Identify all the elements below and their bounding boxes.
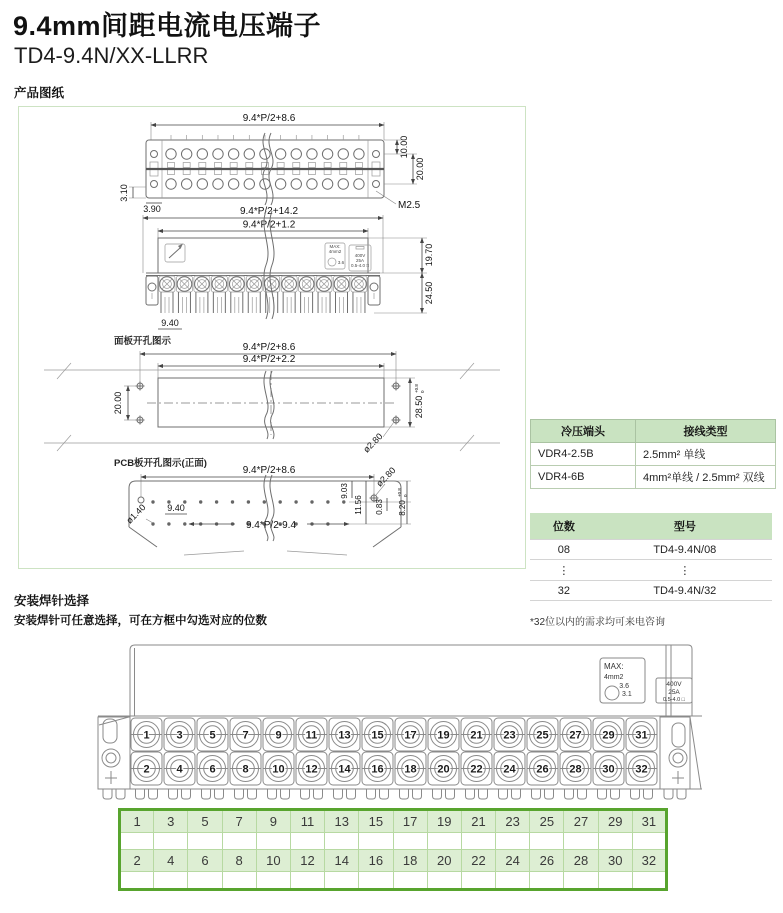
terminal-number: 27 <box>569 729 582 742</box>
tolerance-label: +0.8 <box>414 384 419 393</box>
grid-number-cell: 28 <box>564 850 598 872</box>
terminal-screw <box>494 718 525 751</box>
terminal-screw <box>362 752 393 785</box>
model-table <box>530 513 772 601</box>
terminal-screw <box>263 718 294 751</box>
terminal-screw <box>527 718 558 751</box>
grid-number-cell: 10 <box>256 850 290 872</box>
table-cell: TD4-9.4N/08 <box>598 540 772 560</box>
pin-select-checkbox[interactable] <box>188 833 222 850</box>
drawing-pcb-holes <box>114 457 411 555</box>
terminal-screw <box>197 752 228 785</box>
pin-select-checkbox[interactable] <box>496 833 530 850</box>
table-cell: 2.5mm² 单线 <box>636 443 776 466</box>
terminal-screw <box>164 718 195 751</box>
grid-number-cell: 3 <box>154 810 188 833</box>
terminal-number: 11 <box>305 729 318 742</box>
pin-selection-description: 安装焊针可任意选择，可在方框中勾选对应的位数 <box>14 615 267 627</box>
footnote: *32位以内的需求均可来电咨询 <box>530 617 666 628</box>
terminal-number: 2 <box>143 763 150 776</box>
grid-number-cell: 19 <box>427 810 461 833</box>
terminal-number: 13 <box>338 729 351 742</box>
mini-max-label: 4mm2 <box>328 249 342 254</box>
dim-label: 19.70 <box>424 243 434 267</box>
hole-dim-label: ø2.80 <box>374 465 398 489</box>
pin-select-checkbox[interactable] <box>461 872 495 890</box>
column-header: 型号 <box>598 513 772 540</box>
rating-voltage: 400V <box>666 681 682 688</box>
grid-number-cell: 31 <box>632 810 666 833</box>
grid-number-cell: 1 <box>120 810 154 833</box>
terminal-number: 15 <box>371 729 384 742</box>
table-cell: 4mm²单线 / 2.5mm² 双线 <box>636 466 776 489</box>
grid-number-cell: 11 <box>290 810 324 833</box>
terminal-screw <box>428 752 459 785</box>
dim-label: 9.40 <box>161 318 179 328</box>
mini-rating-label: 400V <box>354 253 366 258</box>
screw-size-label: M2.5 <box>398 200 421 211</box>
terminal-number: 29 <box>602 729 615 742</box>
grid-number-cell: 2 <box>120 850 154 872</box>
terminal-screw <box>164 752 195 785</box>
terminal-screw <box>296 752 327 785</box>
pin-select-checkbox[interactable] <box>496 872 530 890</box>
pin-select-checkbox[interactable] <box>632 833 666 850</box>
grid-number-cell: 9 <box>256 810 290 833</box>
terminal-number: 30 <box>602 763 615 776</box>
dim-label: 9.4*P/2+8.6 <box>242 113 296 124</box>
terminal-number: 18 <box>404 763 417 776</box>
grid-number-cell: 30 <box>598 850 632 872</box>
table-cell: 08 <box>530 540 598 560</box>
terminal-number: 10 <box>272 763 285 776</box>
terminal-number: 14 <box>338 763 351 776</box>
terminal-screw <box>329 718 360 751</box>
terminal-number: 28 <box>569 763 582 776</box>
pin-select-checkbox[interactable] <box>564 833 598 850</box>
terminal-screw <box>362 718 393 751</box>
pin-select-checkbox[interactable] <box>632 872 666 890</box>
pin-select-checkbox[interactable] <box>598 833 632 850</box>
dim-label: 10.00 <box>399 135 409 159</box>
table-row <box>530 540 772 560</box>
pin-select-checkbox[interactable] <box>530 833 564 850</box>
dim-label: 3.10 <box>119 184 129 202</box>
pin-select-checkbox[interactable] <box>325 872 359 890</box>
pin-select-checkbox[interactable] <box>359 833 393 850</box>
max-label-wire: 4mm2 <box>604 674 624 681</box>
terminal-screw <box>428 718 459 751</box>
hole-dim-label: ø1.40 <box>124 502 148 526</box>
drawing-top-view <box>119 113 425 214</box>
tolerance-label: 0 <box>420 390 425 393</box>
pin-select-checkbox[interactable] <box>393 872 427 890</box>
terminal-screw <box>461 752 492 785</box>
pin-selection-grid <box>118 808 668 891</box>
grid-number-cell: 32 <box>632 850 666 872</box>
grid-number-cell: 6 <box>188 850 222 872</box>
terminal-screw <box>626 718 657 751</box>
pin-select-checkbox[interactable] <box>530 872 564 890</box>
column-header: 位数 <box>530 513 598 540</box>
left-end-bracket <box>98 717 130 789</box>
mini-max-label: MAX: <box>329 244 341 249</box>
max-label-title: MAX: <box>604 662 624 671</box>
pin-select-checkbox[interactable] <box>256 872 290 890</box>
terminal-block-illustration <box>0 638 783 810</box>
dim-label: 9.4*P/2+8.6 <box>242 342 296 353</box>
pin-select-checkbox[interactable] <box>120 872 154 890</box>
terminal-screw <box>527 752 558 785</box>
terminal-number: 3 <box>176 729 183 742</box>
pin-select-checkbox[interactable] <box>325 833 359 850</box>
tolerance-label: 0 <box>403 494 408 497</box>
dim-label: 0.83 <box>375 499 384 515</box>
crimp-terminal-table <box>530 419 776 489</box>
pin-select-checkbox[interactable] <box>427 833 461 850</box>
terminal-screw <box>230 718 261 751</box>
grid-number-cell: 7 <box>222 810 256 833</box>
terminal-number: 17 <box>404 729 417 742</box>
terminal-number: 24 <box>503 763 516 776</box>
terminal-number: 19 <box>437 729 450 742</box>
pin-select-checkbox[interactable] <box>461 833 495 850</box>
mini-rating-label: 25A <box>355 258 365 263</box>
table-cell: ⋮ <box>598 560 772 581</box>
terminal-screw <box>329 752 360 785</box>
terminal-number: 21 <box>470 729 483 742</box>
terminal-number: 32 <box>635 763 648 776</box>
table-row <box>530 560 772 581</box>
pin-select-checkbox[interactable] <box>564 872 598 890</box>
model-number: TD4-9.4N/XX-LLRR <box>14 43 209 68</box>
drawing-panel-cutout <box>44 335 500 455</box>
dim-label: 9.03 <box>340 483 349 499</box>
table-cell: 32 <box>530 581 598 601</box>
terminal-number: 9 <box>275 729 282 742</box>
dim-label: 20.00 <box>113 391 123 415</box>
table-cell: TD4-9.4N/32 <box>598 581 772 601</box>
terminal-number: 6 <box>209 763 216 776</box>
dim-label: 9.4*P/2+14.2 <box>239 206 299 217</box>
grid-number-cell: 21 <box>461 810 495 833</box>
column-header: 接线类型 <box>636 420 776 443</box>
terminal-screw <box>395 718 426 751</box>
pin-select-checkbox[interactable] <box>290 833 324 850</box>
grid-number-cell: 26 <box>530 850 564 872</box>
pin-select-checkbox[interactable] <box>154 872 188 890</box>
section-pin-selection: 安装焊针选择 <box>14 594 90 608</box>
terminal-number: 31 <box>635 729 648 742</box>
grid-number-cell: 24 <box>496 850 530 872</box>
technical-drawings <box>19 107 525 568</box>
terminal-number: 8 <box>242 763 249 776</box>
pin-select-checkbox[interactable] <box>256 833 290 850</box>
terminal-number: 22 <box>470 763 483 776</box>
table-row <box>530 581 772 601</box>
terminal-screw <box>593 718 624 751</box>
terminal-screw <box>263 752 294 785</box>
terminal-screw <box>560 718 591 751</box>
dim-label: 9.4*P/2-9.4 <box>245 520 297 531</box>
product-drawing-panel <box>18 106 526 569</box>
terminal-screw <box>131 752 162 785</box>
table-cell: ⋮ <box>530 560 598 581</box>
table-row <box>531 466 776 489</box>
terminal-number: 1 <box>143 729 150 742</box>
terminal-screw <box>461 718 492 751</box>
pin-select-checkbox[interactable] <box>188 872 222 890</box>
section-product-drawing: 产品图纸 <box>14 86 65 100</box>
dim-label: 20.00 <box>415 157 425 181</box>
grid-number-cell: 23 <box>496 810 530 833</box>
terminal-screw <box>560 752 591 785</box>
drawing-label: PCB板开孔图示(正面) <box>114 458 207 469</box>
terminal-number: 23 <box>503 729 516 742</box>
dim-label: 9.4*P/2+2.2 <box>242 354 296 365</box>
grid-number-cell: 18 <box>393 850 427 872</box>
terminal-number: 16 <box>371 763 384 776</box>
rating-current: 25A <box>668 689 680 696</box>
spec-tables <box>530 419 776 628</box>
pin-select-checkbox[interactable] <box>359 872 393 890</box>
grid-number-cell: 16 <box>359 850 393 872</box>
grid-number-cell: 29 <box>598 810 632 833</box>
mini-max-label: 3.6 <box>337 260 345 265</box>
grid-number-cell: 22 <box>461 850 495 872</box>
grid-number-cell: 25 <box>530 810 564 833</box>
grid-number-cell: 8 <box>222 850 256 872</box>
dim-label: 28.50 <box>414 395 424 419</box>
terminal-number: 5 <box>209 729 216 742</box>
dim-label: 8.20 <box>398 500 407 516</box>
mini-rating-label: 0.5-4.0 □ <box>351 263 369 268</box>
dim-label: 3.90 <box>143 204 161 214</box>
pin-select-checkbox[interactable] <box>598 872 632 890</box>
dim-label: 9.4*P/2+1.2 <box>242 219 296 231</box>
terminal-screw <box>494 752 525 785</box>
dim-label: 11.56 <box>354 495 363 515</box>
pin-select-checkbox[interactable] <box>393 833 427 850</box>
pin-select-checkbox[interactable] <box>222 833 256 850</box>
terminal-number: 26 <box>536 763 549 776</box>
dim-label: 9.4*P/2+8.6 <box>242 465 296 476</box>
right-end-bracket <box>660 717 701 789</box>
dim-label: 24.50 <box>424 281 434 305</box>
pin-select-checkbox[interactable] <box>120 833 154 850</box>
table-row <box>531 443 776 466</box>
terminal-housing <box>130 645 692 716</box>
terminal-screw <box>395 752 426 785</box>
terminal-number: 12 <box>305 763 318 776</box>
rating-wire-range: 0.5-4.0 □ <box>663 697 685 703</box>
pin-select-checkbox[interactable] <box>154 833 188 850</box>
page-title: 9.4mm间距电流电压端子 <box>13 11 322 41</box>
terminal-number: 25 <box>536 729 549 742</box>
table-cell: VDR4-2.5B <box>531 443 636 466</box>
grid-number-cell: 15 <box>359 810 393 833</box>
hole-dim-label: ø2.80 <box>361 431 385 455</box>
grid-number-cell: 14 <box>325 850 359 872</box>
grid-number-cell: 27 <box>564 810 598 833</box>
grid-number-cell: 5 <box>188 810 222 833</box>
din-rail-feet <box>103 790 686 800</box>
pin-select-checkbox[interactable] <box>290 872 324 890</box>
max-label-side: 3.1 <box>622 691 632 698</box>
grid-number-cell: 20 <box>427 850 461 872</box>
pin-select-checkbox[interactable] <box>427 872 461 890</box>
terminal-screw <box>197 718 228 751</box>
column-header: 冷压端头 <box>531 420 636 443</box>
drawing-front-view <box>143 206 434 329</box>
terminal-number: 4 <box>176 763 183 776</box>
drawing-label: 面板开孔图示 <box>114 336 172 347</box>
terminal-screw <box>626 752 657 785</box>
grid-number-cell: 13 <box>325 810 359 833</box>
terminal-number: 7 <box>242 729 249 742</box>
terminal-screw <box>296 718 327 751</box>
grid-number-cell: 17 <box>393 810 427 833</box>
terminal-screw <box>230 752 261 785</box>
terminal-screw <box>593 752 624 785</box>
table-cell: VDR4-6B <box>531 466 636 489</box>
max-label-strip: 3.6 <box>619 683 629 690</box>
pin-select-checkbox[interactable] <box>222 872 256 890</box>
terminal-number: 20 <box>437 763 450 776</box>
terminal-screw <box>131 718 162 751</box>
grid-number-cell: 12 <box>290 850 324 872</box>
dim-label: 9.40 <box>167 503 185 513</box>
tolerance-label: +0.8 <box>397 488 402 497</box>
grid-number-cell: 4 <box>154 850 188 872</box>
